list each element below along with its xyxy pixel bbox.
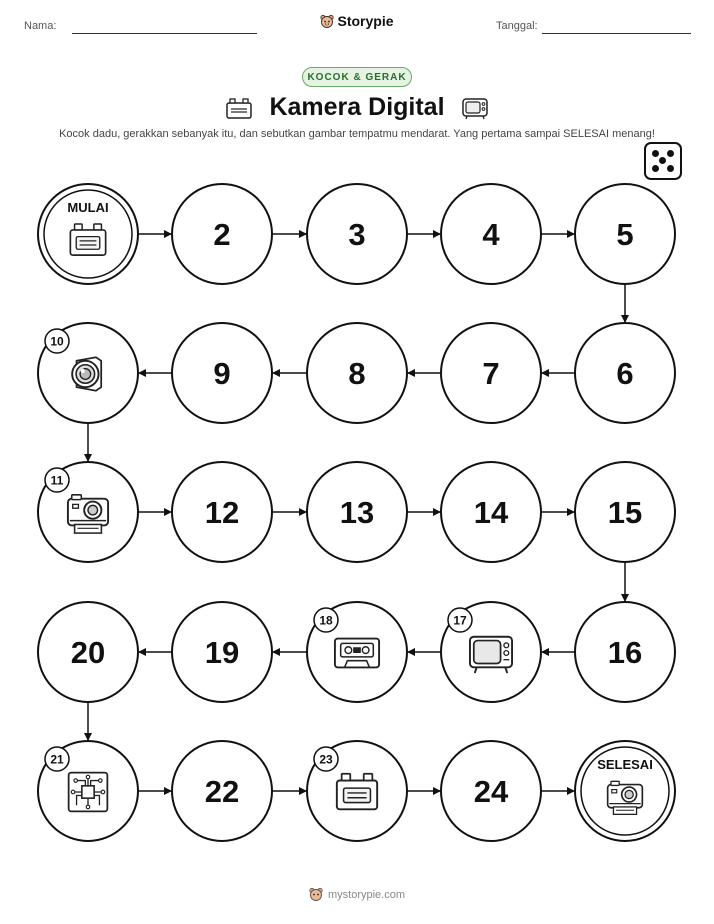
board-space-1[interactable] — [38, 184, 138, 284]
space-number: 19 — [204, 635, 240, 670]
space-number: 3 — [348, 217, 366, 252]
board-space-4[interactable] — [441, 184, 541, 284]
board-space-11[interactable] — [38, 462, 138, 562]
cassette-tape-icon — [335, 639, 379, 668]
board-space-5[interactable] — [575, 184, 675, 284]
footer — [0, 887, 714, 902]
space-number: 11 — [50, 473, 64, 488]
space-number: 20 — [70, 635, 106, 670]
board-space-16[interactable] — [575, 602, 675, 702]
board-space-15[interactable] — [575, 462, 675, 562]
board-space-7[interactable] — [441, 323, 541, 423]
space-number: 14 — [473, 495, 509, 530]
name-label: Nama: — [24, 20, 57, 32]
board-space-17[interactable] — [441, 602, 541, 702]
board-space-22[interactable] — [172, 741, 272, 841]
board-space-10[interactable] — [38, 323, 138, 423]
board-space-23[interactable] — [307, 741, 407, 841]
board-space-21[interactable] — [38, 741, 138, 841]
board-space-19[interactable] — [172, 602, 272, 702]
instant-camera-icon — [68, 495, 108, 533]
space-number: 7 — [482, 356, 500, 391]
board-space-2[interactable] — [172, 184, 272, 284]
space-number: 12 — [204, 495, 240, 530]
board-space-12[interactable] — [172, 462, 272, 562]
board-space-3[interactable] — [307, 184, 407, 284]
space-number: 16 — [607, 635, 643, 670]
activity-badge: KOCOK & GERAK — [302, 67, 412, 87]
board-space-24[interactable] — [441, 741, 541, 841]
space-number: 8 — [348, 356, 366, 391]
board-space-6[interactable] — [575, 323, 675, 423]
board-space-18[interactable] — [307, 602, 407, 702]
space-number: 21 — [50, 752, 64, 767]
space-number: 23 — [319, 752, 333, 767]
space-number: 10 — [50, 334, 64, 349]
space-number: 6 — [616, 356, 634, 391]
board-space-25[interactable] — [575, 741, 675, 841]
footer-url[interactable]: mystorypie.com — [327, 888, 406, 901]
page-title: Kamera Digital — [269, 93, 445, 121]
board-space-13[interactable] — [307, 462, 407, 562]
board-space-8[interactable] — [307, 323, 407, 423]
circuit-chip-icon — [69, 773, 108, 812]
space-number: 17 — [453, 613, 467, 628]
space-number: 24 — [473, 774, 509, 809]
storypie-logo-icon — [309, 887, 323, 902]
space-number: 4 — [482, 217, 500, 252]
space-number: 5 — [616, 217, 634, 252]
space-number: 18 — [319, 613, 333, 628]
board-space-9[interactable] — [172, 323, 272, 423]
space-number: 2 — [213, 217, 231, 252]
space-number: 15 — [607, 495, 643, 530]
instant-camera-icon — [608, 781, 643, 814]
space-number: 22 — [204, 774, 240, 809]
brand-name: Storypie — [337, 13, 394, 29]
space-number: 13 — [339, 495, 375, 530]
retro-tv-icon — [470, 637, 512, 673]
finish-label: SELESAI — [597, 757, 653, 772]
board-space-14[interactable] — [441, 462, 541, 562]
camera-lens-icon — [72, 357, 101, 390]
board-space-20[interactable] — [38, 602, 138, 702]
date-label: Tanggal: — [496, 20, 538, 32]
start-label: MULAI — [67, 200, 109, 215]
space-number: 9 — [213, 356, 231, 391]
instructions: Kocok dadu, gerakkan sebanyak itu, dan sebutkan gambar tempatmu mendarat. Yang pertama sampai SELESAI menang! — [59, 128, 655, 140]
